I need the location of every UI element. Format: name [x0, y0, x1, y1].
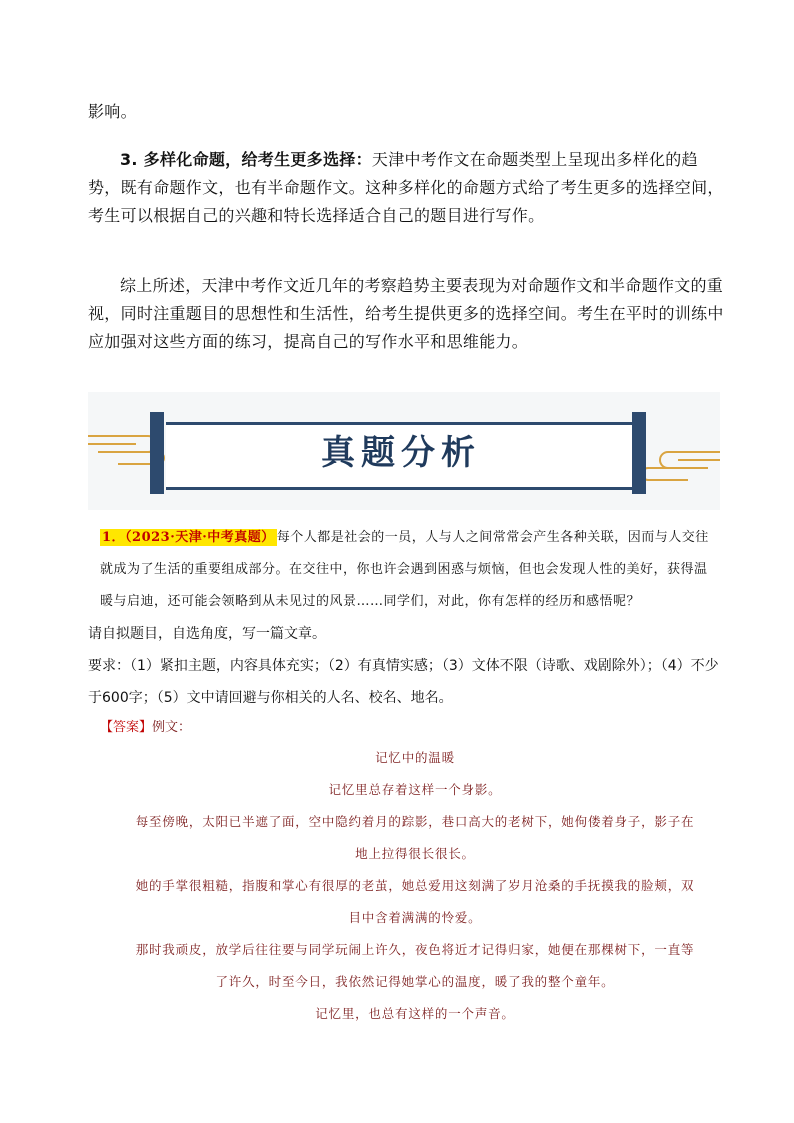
answer-tag: 【答案】 — [100, 720, 153, 735]
essay-line: 每至傍晚，太阳已半遮了面，空中隐约着月的踪影，巷口高大的老树下，她佝偻着身子，影子在 — [135, 814, 695, 829]
question-prompt — [100, 522, 720, 618]
essay-line: 记忆里总存着这样一个身影。 — [328, 782, 502, 797]
essay-line: 那时我顽皮，放学后往往要与同学玩闹上许久，夜色将近才记得归家，她便在那棵树下，一直等 — [135, 942, 695, 957]
essay-line: 记忆里，也总有这样的一个声音。 — [315, 1006, 515, 1021]
essay-line: 地上拉得很长很长。 — [355, 846, 475, 861]
question-text: 每个人都是社会的一员，人与人之间常常会产生各种关联，因而与人交往就成为了生活的重要组成部分。在交往中，你也许会遇到困惑与烦恼，但也会发现人性的美好，获得温暖与启迪，还可能会领略到从未见过的风景……同学们，对此，你有怎样的经历和感悟呢？ — [100, 530, 709, 609]
point-3-label: 3. 多样化命题，给考生更多选择： — [120, 150, 372, 169]
point-3-text: 天津中考作文在命题类型上呈现出多样化的趋势，既有命题作文，也有半命题作文。这种多样化的命题方式给了考生更多的选择空间，考生可以根据自己的兴趣和特长选择适合自己的题目进行写作。 — [88, 150, 724, 225]
essay-title: 记忆中的温暖 — [375, 750, 455, 765]
essay-line: 了许久，时至今日，我依然记得她掌心的温度，暖了我的整个童年。 — [215, 974, 615, 989]
essay-line: 目中含着满满的怜爱。 — [348, 910, 482, 925]
banner-title: 真题分析 — [321, 433, 481, 473]
answer-label — [100, 716, 191, 735]
question-requirements: 要求：（1）紧扣主题，内容具体充实；（2）有真情实感；（3）文体不限（诗歌、戏剧除外）；（4）不少于600字；（5）文中请回避与你相关的人名、校名、地名。 — [88, 658, 719, 706]
section-banner — [88, 392, 720, 510]
scroll-roller-left — [150, 412, 164, 494]
answer-suffix: 例文： — [152, 720, 192, 735]
paragraph-summary: 综上所述，天津中考作文近几年的考察趋势主要表现为对命题作文和半命题作文的重视，同时注重题目的思想性和生活性，给考生提供更多的选择空间。考生在平时的训练中应加强对这些方面的练习，提高自己的写作水平和思维能力。 — [88, 276, 724, 351]
paragraph-continuation: 影响。 — [88, 102, 137, 121]
question-source-tag: 1．（2023·天津·中考真题） — [102, 530, 275, 545]
essay-line: 她的手掌很粗糙，指腹和掌心有很厚的老茧，她总爱用这刻满了岁月沧桑的手抚摸我的脸颊，双 — [135, 878, 695, 893]
question-instruction: 请自拟题目，自选角度，写一篇文章。 — [88, 626, 326, 642]
paragraph-point-3 — [88, 146, 728, 230]
